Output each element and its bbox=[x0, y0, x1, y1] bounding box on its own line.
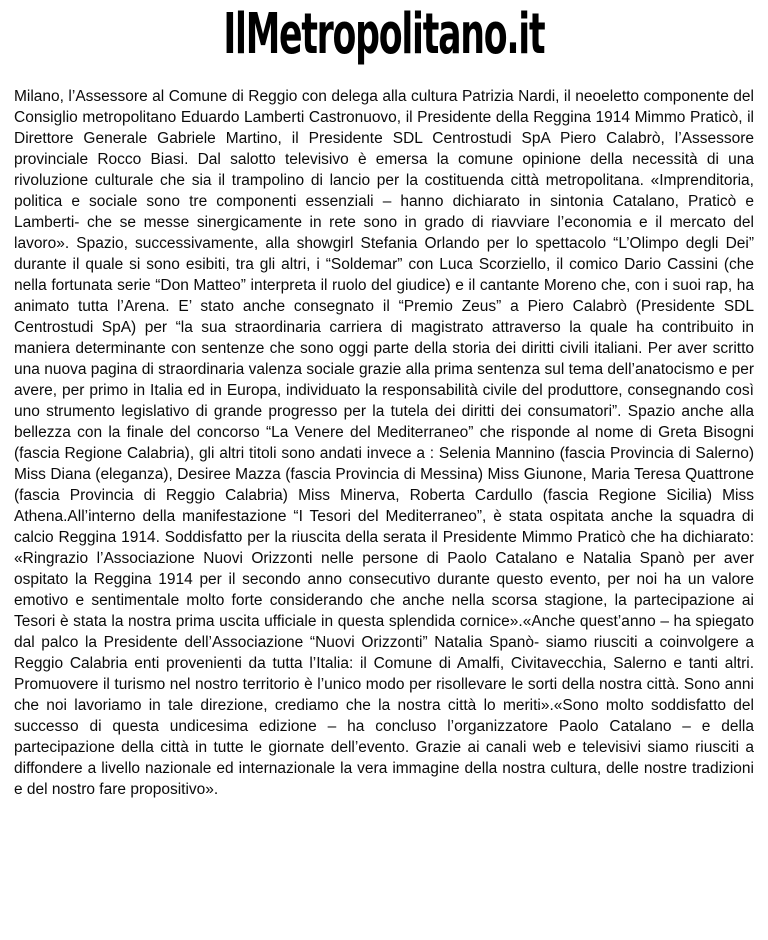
article bbox=[0, 64, 768, 800]
site-logo: IlMetropolitano.it bbox=[223, 2, 545, 67]
article-body: Milano, l’Assessore al Comune di Reggio con delega alla cultura Patrizia Nardi, il neoeletto componente del Consiglio metropolitano Eduardo Lamberti Castronuovo, il Presidente della Reggina 1914 Mimmo Praticò, il Direttore Generale Gabriele Martino, il Presidente SDL Centrostudi SpA Piero Calabrò, l’Assessore provinciale Rocco Biasi. Dal salotto televisivo è emersa la comune opinione della necessità di una rivoluzione culturale che sia il trampolino di lancio per la costituenda città metropolitana. «Imprenditoria, politica e sociale sono tre componenti essenziali – hanno dichiarato in sintonia Catalano, Praticò e Lamberti- che se messe sinergicamente in rete sono in grado di riavviare l’economia e il mercato del lavoro». Spazio, successivamente, alla showgirl Stefania Orlando per lo spettacolo “L’Olimpo degli Dei” durante il quale si sono esibiti, tra gli altri, i “Soldemar” con Luca Scorziello, il comico Dario Cassini (che nella fortunata serie “Don Matteo” interpreta il ruolo del giudice) e il cantante Moreno che, con i suoi rap, ha animato tutta l’Arena. E’ stato anche consegnato il “Premio Zeus” a Piero Calabrò (Presidente SDL Centrostudi SpA) per “la sua straordinaria carriera di magistrato attraverso la quale ha contribuito in maniera determinante con sentenze che sono oggi parte della storia dei diritti civili italiani. Per aver scritto una nuova pagina di straordinaria valenza sociale grazie alla prima sentenza sul tema dell’anatocismo e per avere, per primo in Italia ed in Europa, individuato la responsabilità civile del produttore, consegnando così uno strumento legislativo di grande progresso per la tutela dei diritti dei consumatori”. Spazio anche alla bellezza con la finale del concorso “La Venere del Mediterraneo” che risponde al nome di Greta Bisogni (fascia Regione Calabria), gli altri titoli sono andati invece a : Selenia Mannino (fascia Provincia di Salerno) Miss Diana (eleganza), Desiree Mazza (fascia Provincia di Messina) Miss Giunone, Maria Teresa Quattrone (fascia Provincia di Reggio Calabria) Miss Minerva, Roberta Cardullo (fascia Regione Sicilia) Miss Athena.All’interno della manifestazione “I Tesori del Mediterraneo”, è stata ospitata anche la squadra di calcio Reggina 1914. Soddisfatto per la riuscita della serata il Presidente Mimmo Praticò che ha dichiarato: «Ringrazio l’Associazione Nuovi Orizzonti nelle persone di Paolo Catalano e Natalia Spanò per aver ospitato la Reggina 1914 per il secondo anno consecutivo durante questo evento, per noi ha un valore emotivo e sentimentale molto forte considerando che anche nella scorsa stagione, la partecipazione ai Tesori è stata la nostra prima uscita ufficiale in questa splendida cornice».«Anche quest’anno – ha spiegato dal palco la Presidente dell’Associazione “Nuovi Orizzonti” Natalia Spanò- siamo riusciti a coinvolgere a Reggio Calabria enti provenienti da tutta l’Italia: il Comune di Amalfi, Civitavecchia, Salerno e tanti altri. Promuovere il turismo nel nostro territorio è l’unico modo per risollevare le sorti della nostra città. Sono anni che noi lavoriamo in tale direzione, crediamo che la nostra città lo meriti».«Sono molto soddisfatto del successo di questa undicesima edizione – ha concluso l’organizzatore Paolo Catalano – e della partecipazione della città in tutte le giornate dell’evento. Grazie ai canali web e televisivi siamo riusciti a diffondere a livello nazionale ed internazionale la vera immagine della nostra cultura, delle nostre tradizioni e del nostro fare propositivo». bbox=[14, 88, 754, 798]
masthead bbox=[0, 0, 768, 67]
